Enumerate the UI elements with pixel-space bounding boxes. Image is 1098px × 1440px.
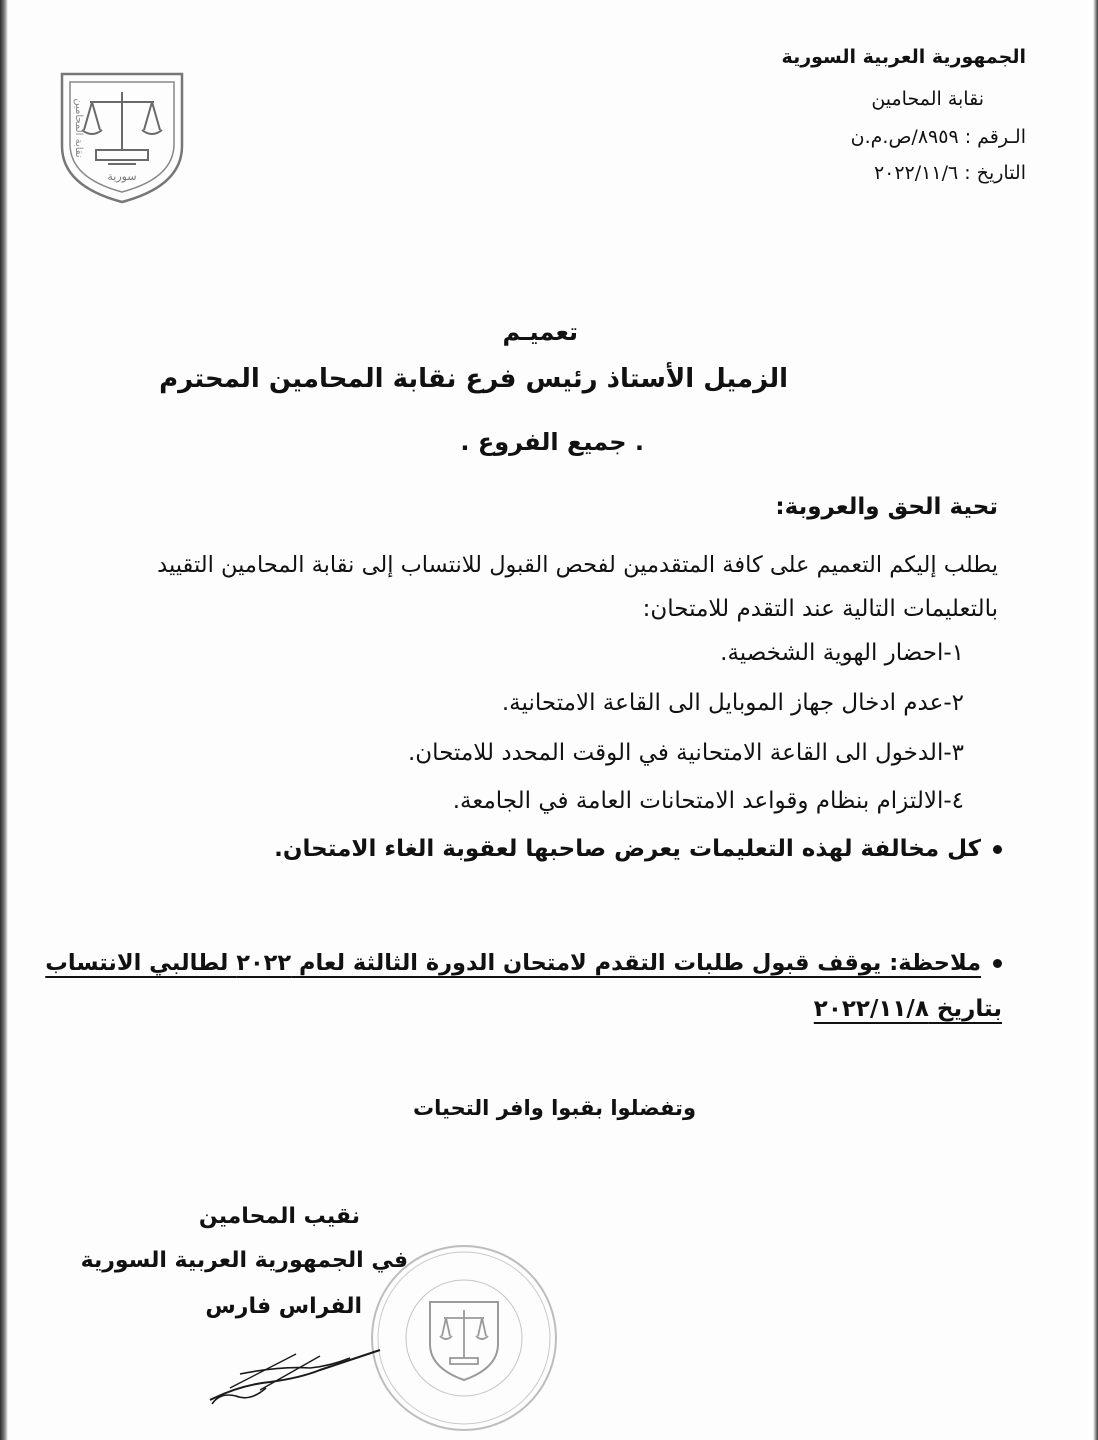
instruction-item-1: ١-احضار الهوية الشخصية. <box>720 640 964 666</box>
circular-title: تعميـم <box>502 318 578 346</box>
note-line-1 <box>45 950 1002 976</box>
greeting: تحية الحق والعروبة: <box>775 494 998 520</box>
reference-number <box>851 126 1026 148</box>
addressee-line: الزميل الأستاذ رئيس فرع نقابة المحامين المحترم <box>159 364 788 394</box>
note-line-2: بتاريخ ٢٠٢٢/١١/٨ <box>813 996 1002 1022</box>
instruction-item-4: ٤-الالتزام بنظام وقواعد الامتحانات العامة في الجامعة. <box>452 788 964 814</box>
date-label: التاريخ : <box>964 162 1026 184</box>
note-text-1: ملاحظة: يوقف قبول طلبات التقدم لامتحان الدورة الثالثة لعام ٢٠٢٢ لطالبي الانتساب <box>45 950 981 976</box>
warning-text: كل مخالفة لهذه التعليمات يعرض صاحبها لعقوبة الغاء الامتحان. <box>274 836 981 862</box>
reference-label: الـرقم : <box>964 126 1026 148</box>
reference-value: ٨٩٥٩/ص.م.ن <box>850 126 959 148</box>
instruction-item-3: ٣-الدخول الى القاعة الامتحانية في الوقت المحدد للامتحان. <box>407 740 964 766</box>
warning-line <box>274 836 1002 862</box>
branches-line: . جميع الفروع . <box>460 428 644 456</box>
intro-line-1: يطلب إليكم التعميم على كافة المتقدمين لفحص القبول للانتساب إلى نقابة المحامين التقييد <box>157 552 998 578</box>
emblem-side-text: نقابة المحامين <box>73 98 84 158</box>
syndicate-emblem-icon <box>56 68 188 206</box>
bullet-icon <box>993 845 1002 854</box>
instruction-item-2: ٢-عدم ادخال جهاز الموبايل الى القاعة الامتحانية. <box>501 690 964 716</box>
intro-line-2: بالتعليمات التالية عند التقدم للامتحان: <box>642 596 998 622</box>
signatory-title: نقيب المحامين <box>198 1204 360 1229</box>
date-value: ٢٠٢٢/١١/٦ <box>873 162 959 184</box>
letterhead-country: الجمهورية العربية السورية <box>781 46 1026 68</box>
emblem-bottom-text: سورية <box>107 170 137 183</box>
letterhead-syndicate: نقابة المحامين <box>871 88 984 110</box>
scan-edge-right <box>1093 0 1098 1440</box>
signatory-name: الفراس فارس <box>205 1294 362 1319</box>
scan-edge-left <box>0 0 8 1440</box>
handwritten-signature-icon <box>200 1330 390 1410</box>
closing-line: وتفضلوا بقبوا وافر التحيات <box>413 1096 696 1120</box>
bullet-icon <box>993 959 1002 968</box>
document-date <box>874 162 1026 184</box>
signatory-country: في الجمهورية العربية السورية <box>80 1248 408 1273</box>
